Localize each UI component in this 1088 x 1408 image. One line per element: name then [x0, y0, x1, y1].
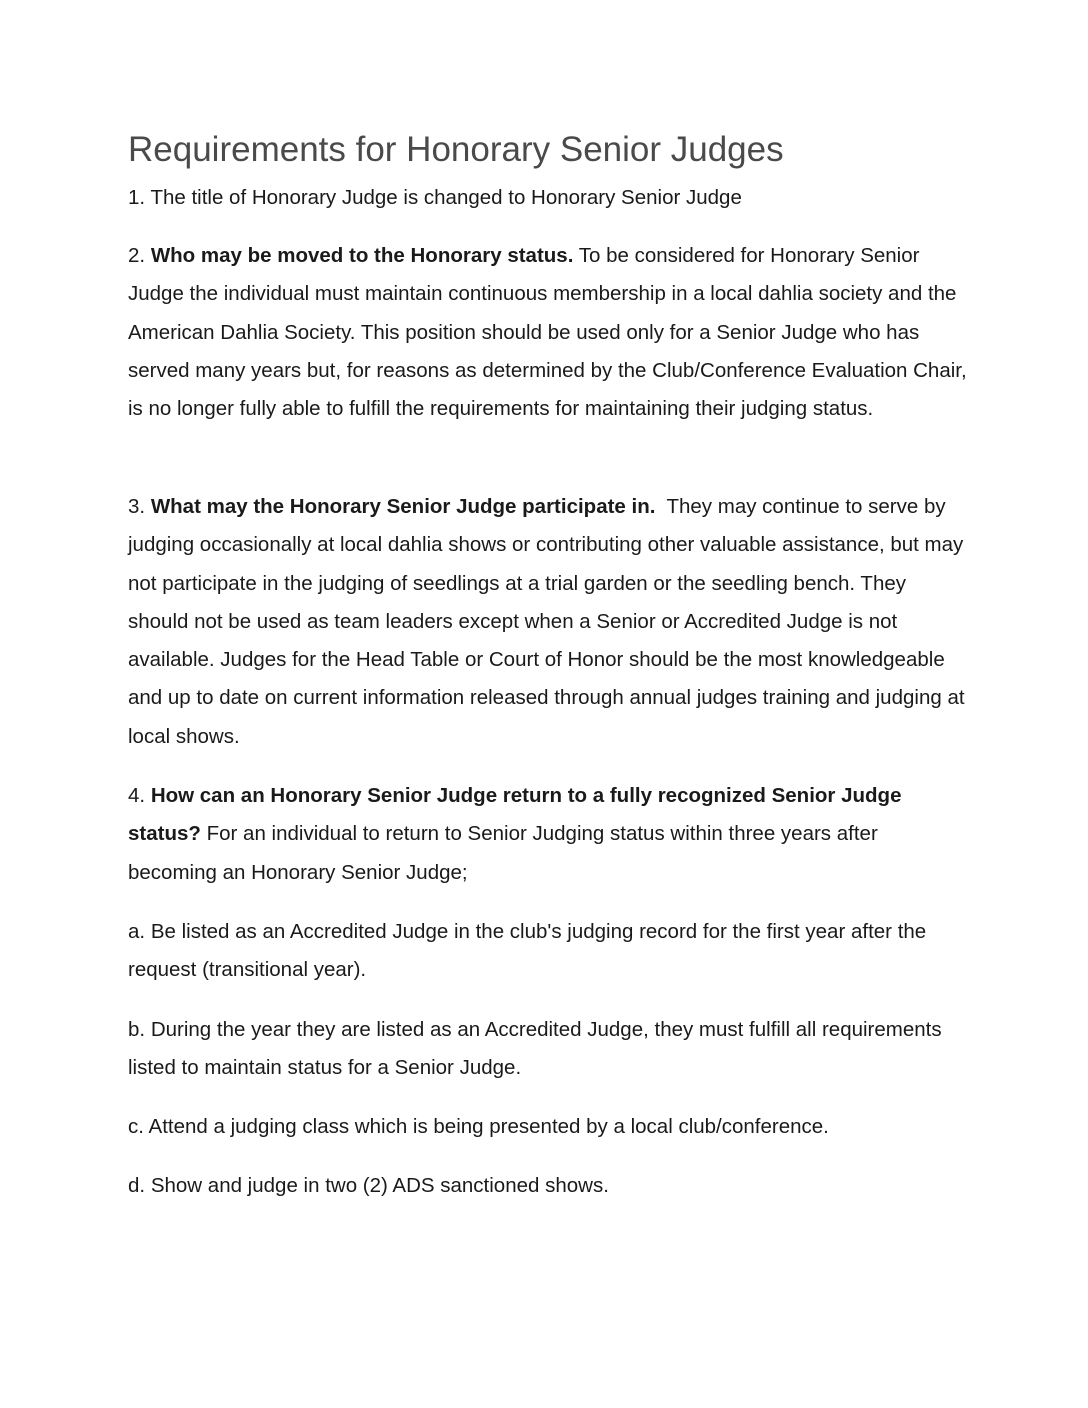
item-4-body: For an individual to return to Senior Judging status within three years after becoming an Honorary Senior Judge;	[128, 822, 878, 884]
item-2-body: To be considered for Honorary Senior Judge the individual must maintain continuous membership in a local dahlia society and the American Dahlia Society. This position should be used only for a Senior Judge who has served many years but, for reasons as determined by the Club/Conference Evaluation Chair, is no longer fully able to fulfill the requirements for maintaining their judging status.	[128, 244, 967, 421]
sub-item-c-text: Attend a judging class which is being presented by a local club/conference.	[148, 1115, 829, 1138]
sub-item-a-letter: a.	[128, 920, 146, 943]
sub-item-b-letter: b.	[128, 1018, 146, 1041]
item-3-heading: What may the Honorary Senior Judge participate in.	[150, 495, 656, 518]
sub-item-a	[128, 913, 968, 990]
item-4-number: 4.	[128, 784, 146, 807]
sub-item-d	[128, 1167, 968, 1205]
item-2-number: 2.	[128, 244, 146, 267]
item-2	[128, 237, 968, 428]
sub-item-b-text: During the year they are listed as an Accredited Judge, they must fulfill all requirements listed to maintain status for a Senior Judge.	[128, 1018, 942, 1080]
document-title: Requirements for Honorary Senior Judges	[128, 130, 784, 169]
item-2-heading: Who may be moved to the Honorary status.	[150, 244, 574, 267]
item-1-number: 1.	[128, 186, 146, 209]
sub-item-d-letter: d.	[128, 1174, 146, 1197]
item-1-body: The title of Honorary Judge is changed to Honorary Senior Judge	[150, 186, 742, 209]
item-4	[128, 777, 968, 892]
item-3-body: They may continue to serve by judging occasionally at local dahlia shows or contributing other valuable assistance, but may not participate in the judging of seedlings at a trial garden or the seedling bench. They should not be used as team leaders except when a Senior or Accredited Judge is not available. Judges for the Head Table or Court of Honor should be the most knowledgeable and up to date on current information released through annual judges training and judging at local shows.	[128, 495, 965, 748]
item-3-number: 3.	[128, 495, 146, 518]
sub-item-a-text: Be listed as an Accredited Judge in the club's judging record for the first year after the request (transitional year).	[128, 920, 927, 982]
sub-item-d-text: Show and judge in two (2) ADS sanctioned shows.	[150, 1174, 609, 1197]
item-3	[128, 488, 968, 756]
item-1	[128, 179, 968, 217]
sub-item-b	[128, 1011, 968, 1088]
item-4-heading: How can an Honorary Senior Judge return to a fully recognized Senior Judge status?	[128, 784, 902, 846]
sub-item-c-letter: c.	[128, 1115, 144, 1138]
sub-item-c	[128, 1108, 968, 1146]
